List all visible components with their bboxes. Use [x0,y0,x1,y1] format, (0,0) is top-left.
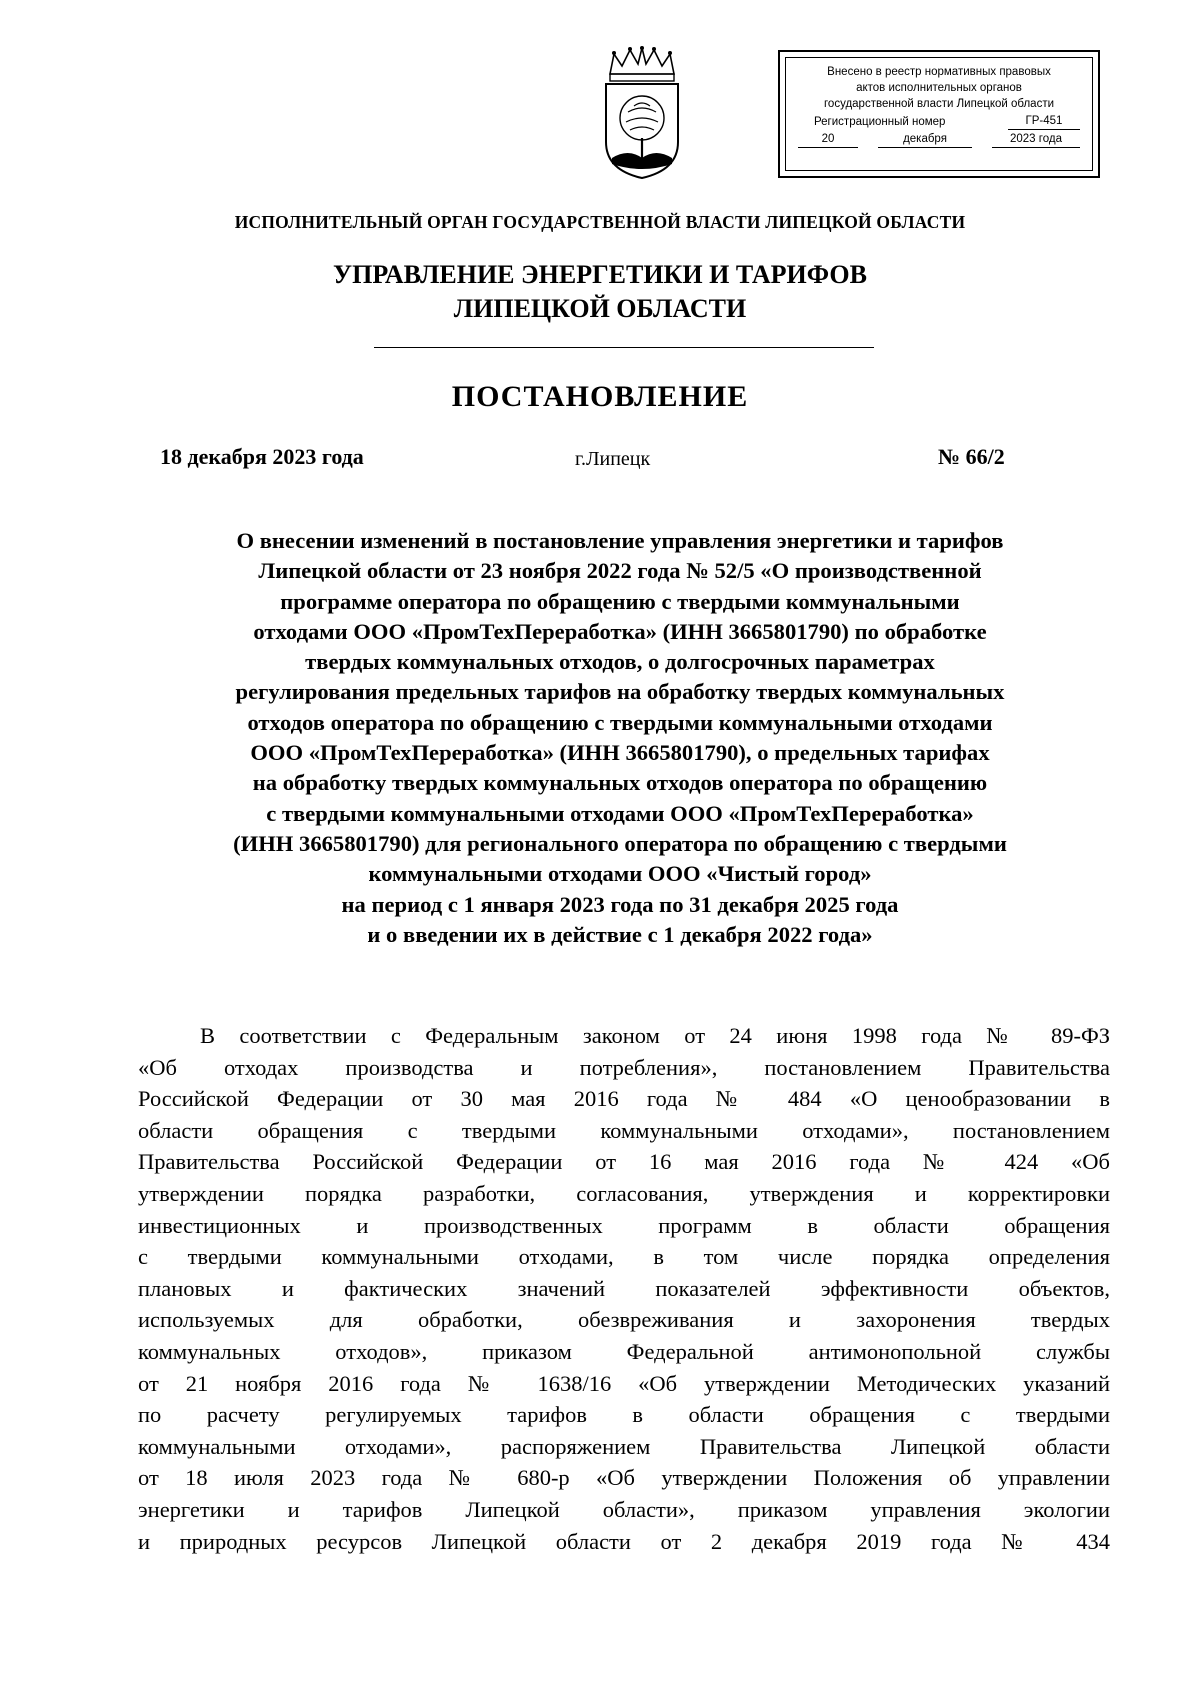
registry-stamp-inner [785,57,1093,171]
stamp-year: 2023 года [992,132,1080,148]
body-line: Российской Федерации от 30 мая 2016 года № 484 «О ценообразовании в [138,1086,1110,1112]
department-name-line-2: ЛИПЕЦКОЙ ОБЛАСТИ [453,294,747,323]
document-body-paragraph [138,1020,1110,1557]
body-line: Правительства Российской Федерации от 16 мая 2016 года № 424 «Об [138,1149,1110,1175]
department-name-line-1: УПРАВЛЕНИЕ ЭНЕРГЕТИКИ И ТАРИФОВ [333,260,867,289]
stamp-month: декабря [878,132,972,148]
subject-line: (ИНН 3665801790) для регионального оператора по обращению с твердыми [233,830,1007,856]
subject-line: на обработку твердых коммунальных отходов оператора по обращению [252,770,988,796]
coat-of-arms-icon [600,46,684,182]
document-date: 18 декабря 2023 года [160,444,364,469]
issuing-authority: ИСПОЛНИТЕЛЬНЫЙ ОРГАН ГОСУДАРСТВЕННОЙ ВЛАСТИ ЛИПЕЦКОЙ ОБЛАСТИ [234,212,966,232]
registry-stamp [778,50,1100,178]
stamp-date-row [786,130,1092,148]
subject-line: ООО «ПромТехПереработка» (ИНН 3665801790), о предельных тарифах [250,740,990,766]
body-line: плановых и фактических значений показателей эффективности объектов, [138,1275,1110,1301]
body-line: В соответствии с Федеральным законом от 24 июня 1998 года № 89-ФЗ [200,1023,1110,1048]
department-name [0,258,1200,326]
body-line: утверждении порядка разработки, согласования, утверждения и корректировки [138,1180,1110,1206]
subject-line: твердых коммунальных отходов, о долгосрочных параметрах [305,649,935,675]
subject-line: отходов оператора по обращению с твердыми коммунальными отходами [247,709,993,735]
body-line: используемых для обработки, обезвреживания и захоронения твердых [138,1307,1110,1333]
subject-line: программе оператора по обращению с твердыми коммунальными [280,588,960,614]
document-number: № 66/2 [938,444,1005,469]
subject-line: коммунальными отходами ООО «Чистый город» [368,861,872,887]
subject-line: и о введении их в действие с 1 декабря 2022 года» [367,921,873,947]
subject-line: с твердыми коммунальными отходами ООО «ПромТехПереработка» [266,800,974,826]
stamp-line-1: Внесено в реестр нормативных правовых [827,66,1051,78]
stamp-reg-row [786,112,1092,130]
stamp-reg-number: ГР-451 [1008,114,1080,130]
body-line: энергетики и тарифов Липецкой области», приказом управления экологии [138,1496,1110,1522]
subject-line: О внесении изменений в постановление управления энергетики и тарифов [236,528,1004,553]
header-divider [374,347,874,348]
subject-line: на период с 1 января 2023 года по 31 декабря 2025 года [341,891,899,917]
stamp-line-2: актов исполнительных органов [856,82,1022,94]
body-line: и природных ресурсов Липецкой области от 2 декабря 2019 года № 434 [138,1528,1110,1554]
body-line: с твердыми коммунальными отходами, в том числе порядка определения [138,1244,1110,1270]
document-city: г.Липецк [575,448,651,470]
subject-line: регулирования предельных тарифов на обработку твердых коммунальных [235,679,1005,705]
stamp-line-3: государственной власти Липецкой области [823,98,1055,110]
subject-line: Липецкой области от 23 ноября 2022 года № 52/5 «О производственной [258,558,982,584]
body-line: коммунальных отходов», приказом Федеральной антимонопольной службы [138,1338,1110,1364]
body-line: инвестиционных и производственных программ в области обращения [138,1212,1110,1238]
document-type: ПОСТАНОВЛЕНИЕ [451,380,749,413]
body-line: коммунальными отходами», распоряжением Правительства Липецкой области [138,1433,1110,1459]
document-subject [120,526,1120,950]
stamp-reg-label: Регистрационный номер [814,116,946,128]
subject-line: отходами ООО «ПромТехПереработка» (ИНН 3665801790) по обработке [253,618,987,644]
stamp-day: 20 [798,132,858,148]
body-line: «Об отходах производства и потребления», постановлением Правительства [138,1054,1110,1080]
body-line: от 18 июля 2023 года № 680-р «Об утверждении Положения об управлении [138,1465,1110,1491]
body-line: от 21 ноября 2016 года № 1638/16 «Об утверждении Методических указаний [138,1370,1110,1396]
body-line: по расчету регулируемых тарифов в области обращения с твердыми [138,1402,1110,1428]
body-line: области обращения с твердыми коммунальными отходами», постановлением [138,1117,1110,1143]
